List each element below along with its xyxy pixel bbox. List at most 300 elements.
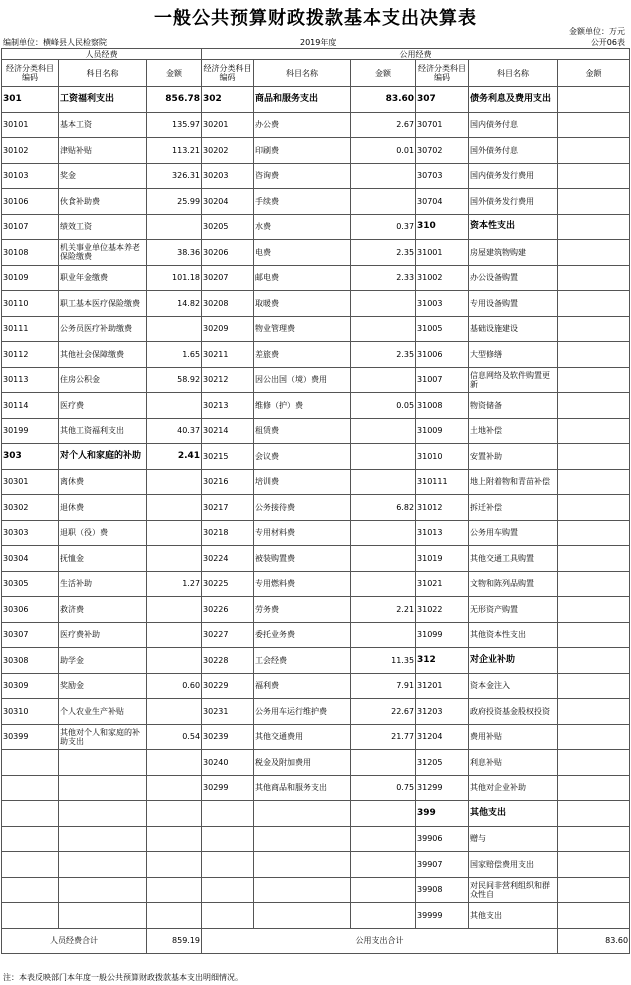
account-code-cell [202,801,254,827]
account-code-cell: 30224 [202,546,254,572]
account-name-cell: 公务员医疗补助缴费 [59,316,147,342]
amount-cell [558,342,630,368]
account-code-cell: 30213 [202,393,254,419]
account-name-cell: 机关事业单位基本养老保险缴费 [59,240,147,266]
table-row [2,571,630,597]
amount-cell: 83.60 [351,87,416,113]
account-name-cell: 房屋建筑物购建 [469,240,558,266]
amount-cell [558,852,630,878]
account-code-cell: 31009 [416,418,469,444]
amount-cell: 2.33 [351,265,416,291]
amount-cell [147,546,202,572]
account-code-cell: 30218 [202,520,254,546]
account-name-cell [59,852,147,878]
account-name-cell: 安置补助 [469,444,558,470]
table-row [2,240,630,266]
account-code-cell: 30307 [2,622,59,648]
account-code-cell: 30240 [202,750,254,776]
amount-cell [147,597,202,623]
table-row [2,546,630,572]
table-row [2,775,630,801]
amount-cell [351,418,416,444]
table-row [2,852,630,878]
account-code-cell [2,852,59,878]
amount-cell: 11.35 [351,648,416,674]
account-name-cell: 其他社会保障缴费 [59,342,147,368]
account-code-cell: 30108 [2,240,59,266]
account-name-cell: 基本工资 [59,112,147,138]
account-code-cell [2,826,59,852]
account-code-cell: 30113 [2,367,59,393]
amount-cell [558,546,630,572]
account-name-cell: 对民间非营利组织和群众性自 [469,877,558,903]
expenditure-table [1,48,630,954]
header-name: 科目名称 [59,60,147,87]
amount-cell [558,291,630,317]
amount-cell: 6.82 [351,495,416,521]
account-code-cell: 31008 [416,393,469,419]
account-name-cell: 其他工资福利支出 [59,418,147,444]
compiling-unit: 编制单位：横峰县人民检察院 [3,38,107,47]
account-name-cell: 咨询费 [254,163,351,189]
table-row [2,724,630,750]
account-name-cell: 拆迁补偿 [469,495,558,521]
account-code-cell [2,750,59,776]
account-code-cell: 30114 [2,393,59,419]
amount-cell [558,316,630,342]
amount-cell [351,622,416,648]
account-name-cell: 取暖费 [254,291,351,317]
account-code-cell: 30306 [2,597,59,623]
header-name: 科目名称 [254,60,351,87]
account-name-cell: 物业管理费 [254,316,351,342]
account-name-cell: 职业年金缴费 [59,265,147,291]
account-code-cell: 30209 [202,316,254,342]
personnel-total-value: 859.19 [147,928,202,953]
account-code-cell: 31201 [416,673,469,699]
account-code-cell [202,877,254,903]
account-code-cell [2,775,59,801]
account-code-cell [202,903,254,929]
account-code-cell: 31019 [416,546,469,572]
account-code-cell: 30107 [2,214,59,240]
amount-cell [558,648,630,674]
account-name-cell: 奖金 [59,163,147,189]
table-row [2,214,630,240]
account-name-cell: 生活补助 [59,571,147,597]
amount-cell [351,852,416,878]
totals-row [2,928,630,953]
account-name-cell: 被装购置费 [254,546,351,572]
account-code-cell: 30701 [416,112,469,138]
table-row [2,87,630,113]
account-code-cell: 30228 [202,648,254,674]
amount-cell: 326.31 [147,163,202,189]
account-name-cell: 维修（护）费 [254,393,351,419]
table-row [2,367,630,393]
account-name-cell: 离休费 [59,469,147,495]
amount-cell: 2.21 [351,597,416,623]
section-public: 公用经费 [202,49,630,60]
account-name-cell: 税金及附加费用 [254,750,351,776]
account-name-cell: 信息网络及软件购置更新 [469,367,558,393]
amount-cell [558,750,630,776]
account-name-cell: 公务接待费 [254,495,351,521]
amount-cell [351,801,416,827]
account-code-cell: 30229 [202,673,254,699]
amount-cell [558,393,630,419]
account-code-cell: 30204 [202,189,254,215]
amount-cell [147,801,202,827]
amount-cell [558,163,630,189]
table-row [2,291,630,317]
account-code-cell: 31021 [416,571,469,597]
account-code-cell: 30308 [2,648,59,674]
amount-cell: 0.01 [351,138,416,164]
amount-cell [147,699,202,725]
account-code-cell: 31022 [416,597,469,623]
account-code-cell: 30309 [2,673,59,699]
amount-cell: 2.67 [351,112,416,138]
amount-cell [351,367,416,393]
amount-cell [558,571,630,597]
amount-cell: 38.36 [147,240,202,266]
account-name-cell: 退休费 [59,495,147,521]
amount-cell: 0.60 [147,673,202,699]
table-row [2,597,630,623]
account-code-cell: 303 [2,444,59,470]
amount-cell [351,546,416,572]
account-name-cell [59,750,147,776]
account-code-cell: 31299 [416,775,469,801]
account-name-cell: 国外债务发行费用 [469,189,558,215]
amount-cell: 0.05 [351,393,416,419]
account-name-cell: 办公设备购置 [469,265,558,291]
account-code-cell: 30304 [2,546,59,572]
account-name-cell: 奖励金 [59,673,147,699]
account-code-cell: 301 [2,87,59,113]
table-row [2,520,630,546]
account-code-cell: 30239 [202,724,254,750]
amount-cell: 0.54 [147,724,202,750]
account-code-cell: 310 [416,214,469,240]
amount-cell [147,622,202,648]
amount-cell [351,826,416,852]
account-name-cell: 其他交通工具购置 [469,546,558,572]
account-name-cell: 其他对个人和家庭的补助支出 [59,724,147,750]
account-name-cell: 资本性支出 [469,214,558,240]
account-code-cell: 31204 [416,724,469,750]
table-row [2,138,630,164]
amount-cell [351,877,416,903]
account-code-cell [2,801,59,827]
account-code-cell: 307 [416,87,469,113]
amount-cell [558,240,630,266]
amount-cell [147,648,202,674]
report-meta [0,37,631,48]
account-code-cell: 31010 [416,444,469,470]
account-name-cell [59,877,147,903]
table-row [2,877,630,903]
table-row [2,750,630,776]
account-code-cell: 30214 [202,418,254,444]
account-code-cell: 39906 [416,826,469,852]
account-name-cell: 退职（役）费 [59,520,147,546]
amount-cell [147,469,202,495]
amount-cell [147,316,202,342]
account-name-cell: 抚恤金 [59,546,147,572]
amount-cell [558,622,630,648]
account-name-cell: 电费 [254,240,351,266]
account-code-cell: 30226 [202,597,254,623]
section-personnel: 人员经费 [2,49,202,60]
header-amount: 金额 [147,60,202,87]
account-code-cell: 30231 [202,699,254,725]
table-row [2,342,630,368]
report-title: 一般公共预算财政拨款基本支出决算表 [154,8,477,29]
amount-cell [558,112,630,138]
account-code-cell: 302 [202,87,254,113]
account-name-cell: 基础设施建设 [469,316,558,342]
amount-cell: 856.78 [147,87,202,113]
account-name-cell: 其他支出 [469,801,558,827]
account-code-cell: 31013 [416,520,469,546]
account-name-cell: 政府投资基金股权投资 [469,699,558,725]
account-code-cell: 30399 [2,724,59,750]
amount-cell [147,826,202,852]
account-name-cell: 工会经费 [254,648,351,674]
amount-cell [147,750,202,776]
amount-cell [558,189,630,215]
amount-cell: 25.99 [147,189,202,215]
account-name-cell: 差旅费 [254,342,351,368]
account-name-cell: 利息补贴 [469,750,558,776]
table-row [2,648,630,674]
amount-cell [147,495,202,521]
account-name-cell: 专用燃料费 [254,571,351,597]
account-code-cell: 31006 [416,342,469,368]
table-row [2,163,630,189]
account-name-cell: 资本金注入 [469,673,558,699]
account-name-cell: 水费 [254,214,351,240]
section-header-row [2,49,630,60]
account-code-cell: 30299 [202,775,254,801]
amount-cell [351,469,416,495]
account-code-cell: 30207 [202,265,254,291]
account-name-cell: 地上附着物和青苗补偿 [469,469,558,495]
account-name-cell: 国内债务发行费用 [469,163,558,189]
amount-cell [558,138,630,164]
account-code-cell: 30301 [2,469,59,495]
account-name-cell: 劳务费 [254,597,351,623]
account-code-cell: 30111 [2,316,59,342]
account-name-cell: 大型修缮 [469,342,558,368]
account-code-cell: 312 [416,648,469,674]
account-code-cell: 30702 [416,138,469,164]
amount-cell [351,750,416,776]
amount-cell [147,520,202,546]
account-name-cell: 其他资本性支出 [469,622,558,648]
account-code-cell: 31003 [416,291,469,317]
column-header-row [2,60,630,87]
amount-cell: 22.67 [351,699,416,725]
amount-cell [351,163,416,189]
amount-cell [558,877,630,903]
account-name-cell: 其他交通费用 [254,724,351,750]
amount-cell [351,571,416,597]
table-row [2,801,630,827]
account-code-cell: 30201 [202,112,254,138]
form-number: 公开06表 [590,38,625,47]
table-row [2,112,630,138]
amount-cell: 14.82 [147,291,202,317]
account-name-cell: 医疗费补助 [59,622,147,648]
account-code-cell: 30305 [2,571,59,597]
amount-cell [558,214,630,240]
account-name-cell: 福利费 [254,673,351,699]
header-name: 科目名称 [469,60,558,87]
amount-cell: 2.35 [351,240,416,266]
account-name-cell: 公务用车运行维护费 [254,699,351,725]
account-name-cell: 邮电费 [254,265,351,291]
account-code-cell: 30216 [202,469,254,495]
amount-cell: 0.75 [351,775,416,801]
amount-cell [147,393,202,419]
account-code-cell: 30310 [2,699,59,725]
account-name-cell: 公务用车购置 [469,520,558,546]
table-row [2,699,630,725]
account-code-cell: 39908 [416,877,469,903]
account-name-cell [254,826,351,852]
account-name-cell: 文物和陈列品购置 [469,571,558,597]
account-name-cell [59,826,147,852]
account-code-cell: 30199 [2,418,59,444]
account-name-cell [59,775,147,801]
table-row [2,418,630,444]
account-code-cell: 30227 [202,622,254,648]
account-name-cell: 物资储备 [469,393,558,419]
account-name-cell [59,801,147,827]
account-name-cell: 个人农业生产补贴 [59,699,147,725]
account-name-cell: 办公费 [254,112,351,138]
account-code-cell: 31012 [416,495,469,521]
amount-cell [147,214,202,240]
account-name-cell: 专用材料费 [254,520,351,546]
amount-cell: 7.91 [351,673,416,699]
account-name-cell: 伙食补助费 [59,189,147,215]
account-code-cell: 30205 [202,214,254,240]
amount-cell [558,265,630,291]
account-name-cell: 手续费 [254,189,351,215]
amount-cell [147,852,202,878]
personnel-total-label: 人员经费合计 [2,928,147,953]
table-row [2,316,630,342]
amount-cell [558,469,630,495]
account-code-cell: 30101 [2,112,59,138]
account-name-cell: 职工基本医疗保险缴费 [59,291,147,317]
account-name-cell: 委托业务费 [254,622,351,648]
account-code-cell: 30215 [202,444,254,470]
amount-cell: 101.18 [147,265,202,291]
amount-cell: 1.65 [147,342,202,368]
account-name-cell [59,903,147,929]
header-code: 经济分类科目编码 [2,60,59,87]
account-code-cell: 30217 [202,495,254,521]
amount-cell [558,801,630,827]
amount-cell [558,673,630,699]
account-name-cell: 对企业补助 [469,648,558,674]
account-name-cell: 债务利息及费用支出 [469,87,558,113]
header-code: 经济分类科目编码 [202,60,254,87]
account-name-cell: 津贴补贴 [59,138,147,164]
account-code-cell [2,903,59,929]
account-code-cell: 30202 [202,138,254,164]
account-name-cell: 住房公积金 [59,367,147,393]
amount-cell [558,699,630,725]
account-code-cell: 30112 [2,342,59,368]
account-name-cell: 工资福利支出 [59,87,147,113]
account-name-cell: 费用补贴 [469,724,558,750]
table-row [2,444,630,470]
amount-cell [558,367,630,393]
account-code-cell: 30206 [202,240,254,266]
account-code-cell: 30211 [202,342,254,368]
account-name-cell: 其他商品和服务支出 [254,775,351,801]
amount-cell: 21.77 [351,724,416,750]
amount-cell: 0.37 [351,214,416,240]
amount-cell: 40.37 [147,418,202,444]
amount-cell [147,775,202,801]
account-code-cell [202,826,254,852]
table-row [2,826,630,852]
account-name-cell: 国家赔偿费用支出 [469,852,558,878]
account-code-cell: 30102 [2,138,59,164]
account-name-cell: 助学金 [59,648,147,674]
table-row [2,393,630,419]
amount-cell [558,775,630,801]
table-row [2,903,630,929]
public-total-value: 83.60 [558,928,630,953]
header-amount: 金额 [558,60,630,87]
amount-cell: 135.97 [147,112,202,138]
table-row [2,495,630,521]
account-name-cell: 国外债务付息 [469,138,558,164]
account-name-cell: 租赁费 [254,418,351,444]
account-name-cell: 商品和服务支出 [254,87,351,113]
account-code-cell: 30225 [202,571,254,597]
account-code-cell: 399 [416,801,469,827]
account-name-cell [254,877,351,903]
amount-cell [558,87,630,113]
account-name-cell: 无形资产购置 [469,597,558,623]
account-name-cell: 国内债务付息 [469,112,558,138]
account-name-cell: 其他支出 [469,903,558,929]
account-name-cell: 绩效工资 [59,214,147,240]
amount-cell: 58.92 [147,367,202,393]
amount-cell [351,291,416,317]
account-name-cell: 培训费 [254,469,351,495]
amount-cell [558,724,630,750]
account-code-cell: 31203 [416,699,469,725]
account-code-cell [2,877,59,903]
account-code-cell: 30106 [2,189,59,215]
account-name-cell: 因公出国（境）费用 [254,367,351,393]
account-code-cell: 31002 [416,265,469,291]
amount-cell [351,520,416,546]
amount-cell [147,903,202,929]
account-code-cell: 30110 [2,291,59,317]
amount-cell [558,495,630,521]
